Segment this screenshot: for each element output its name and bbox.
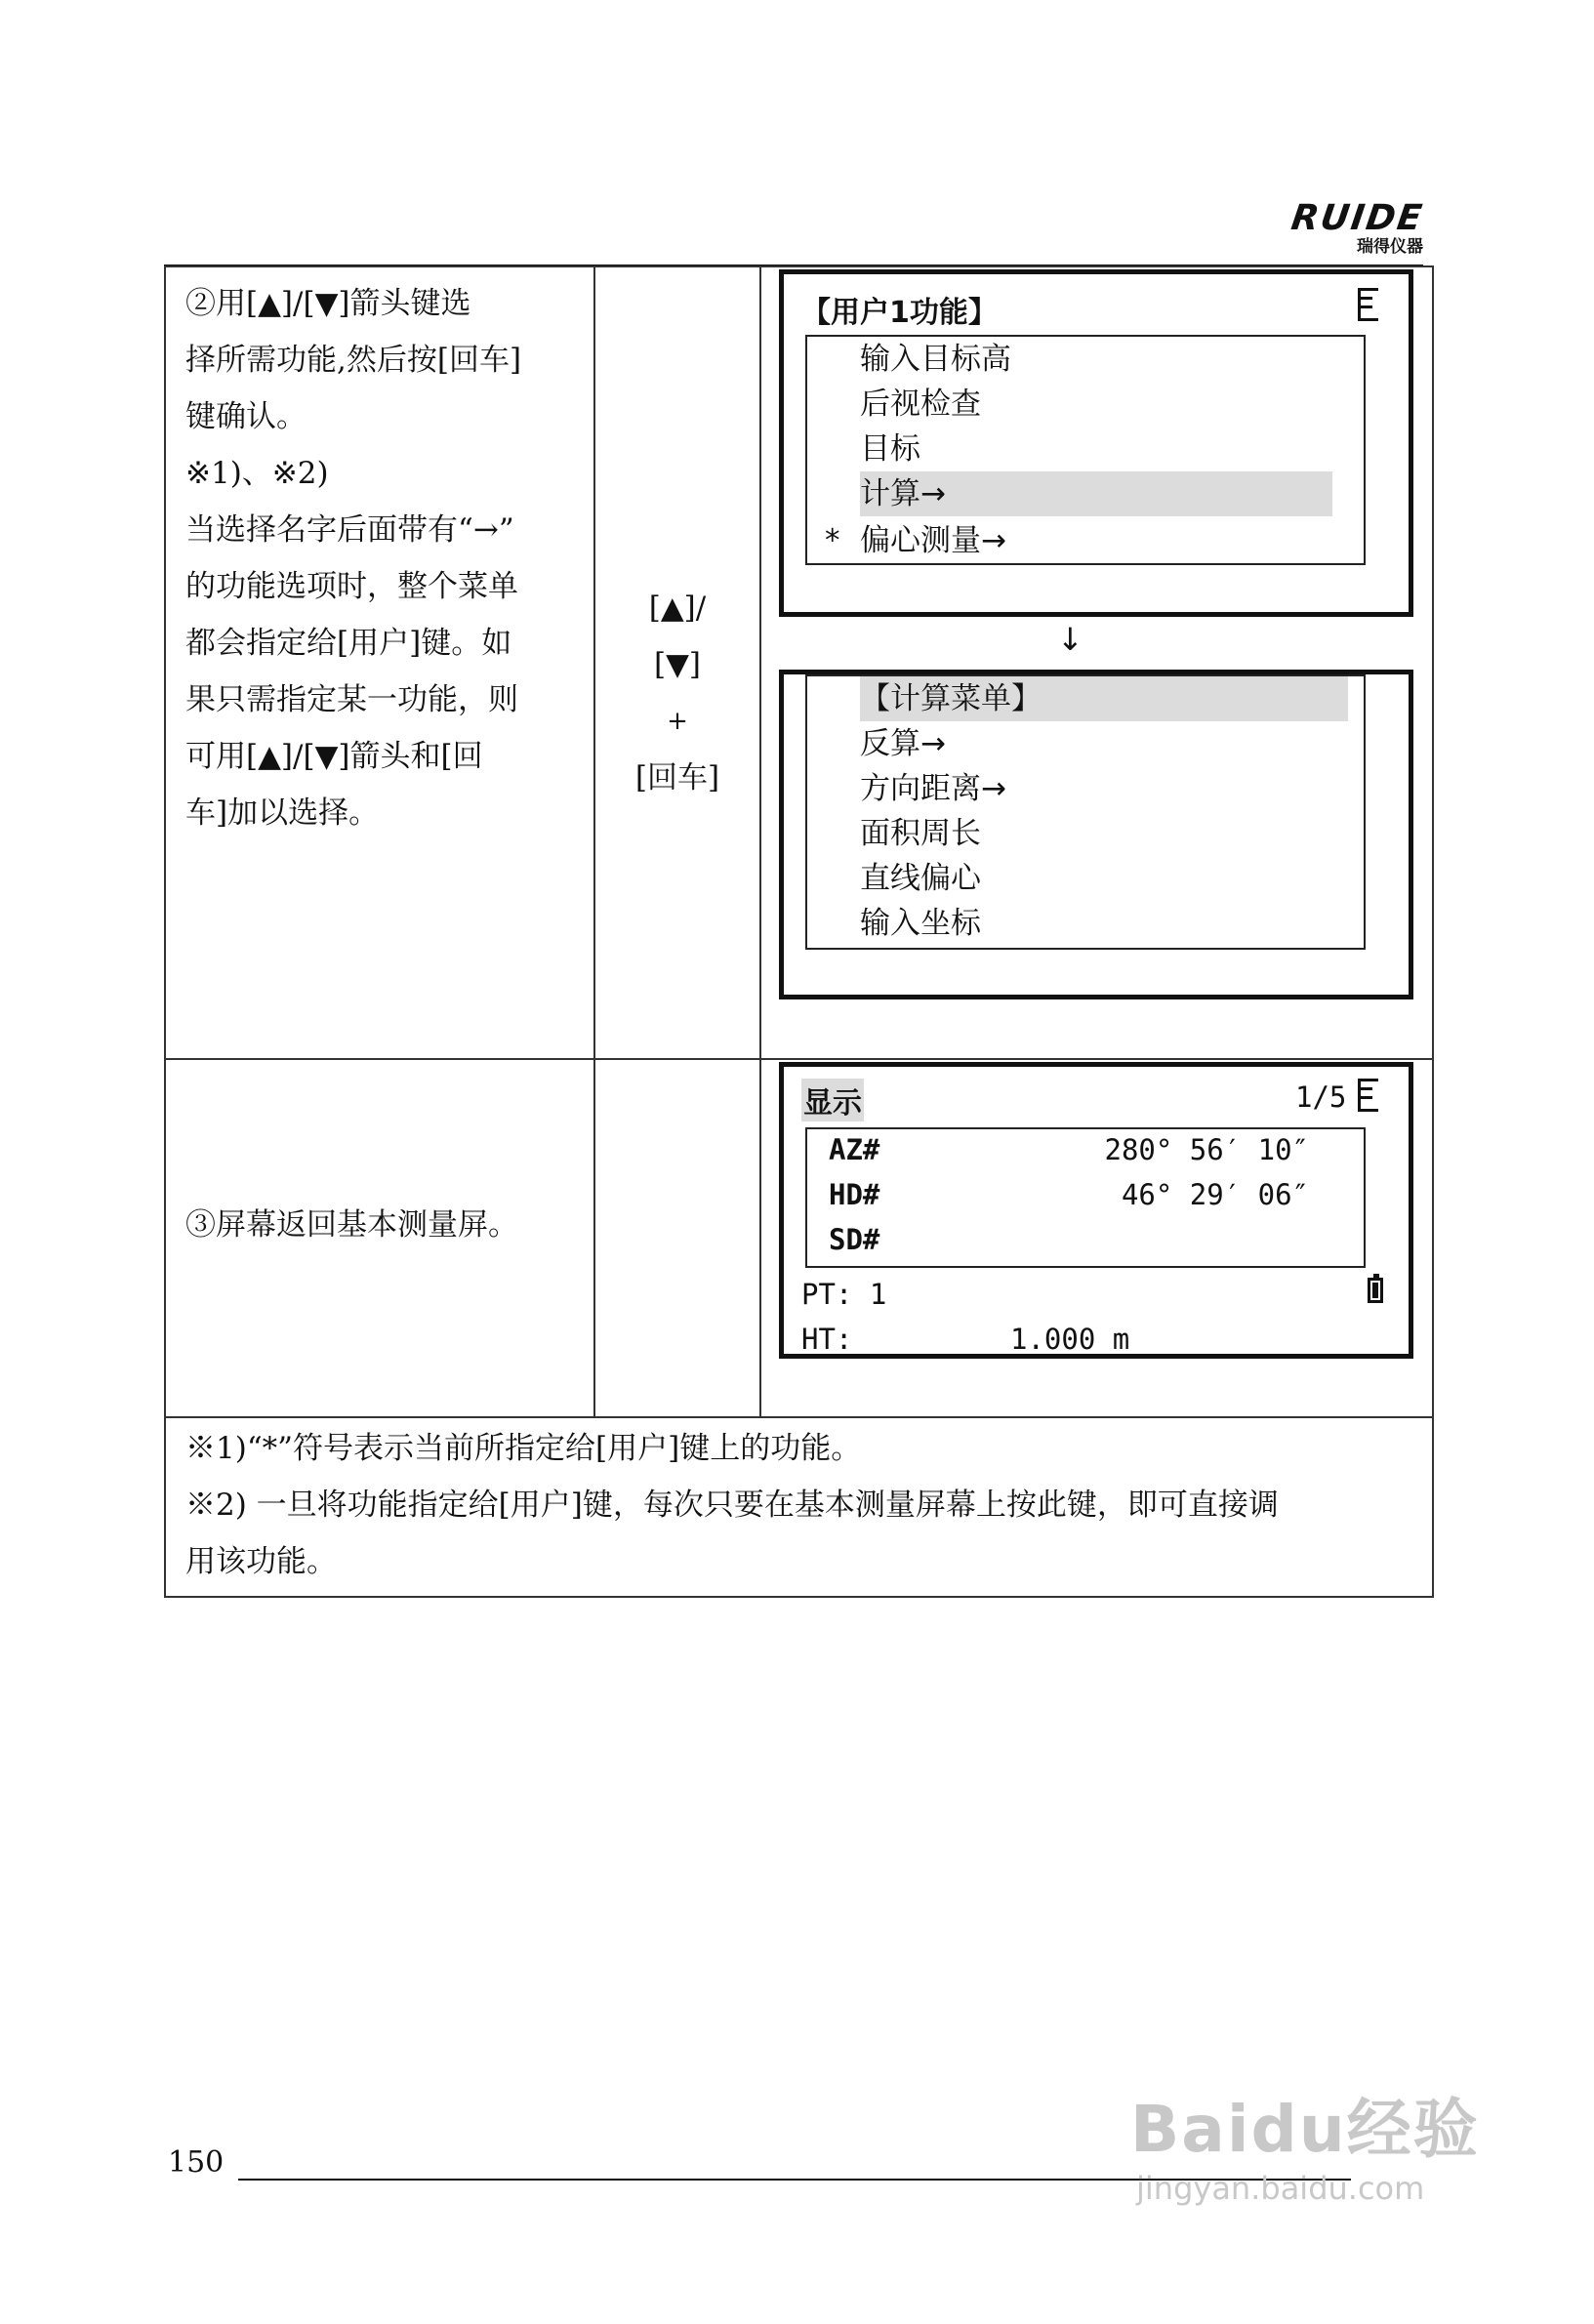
- sd-label: SD#: [829, 1223, 880, 1256]
- notes-row: [165, 1417, 1433, 1597]
- step-3-display: [760, 1059, 1433, 1417]
- screen-title: 显示: [801, 1079, 864, 1121]
- step-2-display: [760, 266, 1433, 1059]
- menu-item[interactable]: 面积周长: [860, 816, 981, 851]
- ht-label: HT:: [801, 1323, 853, 1356]
- desc-line: 车]加以选择。: [185, 795, 380, 831]
- down-arrow: ↓: [1057, 621, 1083, 658]
- az-value: 280° 56′ 10″: [1104, 1133, 1309, 1166]
- page-indicator: 1/5: [1295, 1080, 1347, 1114]
- brand-logo: [1267, 198, 1426, 257]
- desc-line: 果只需指定某一功能，则: [185, 682, 518, 717]
- note-2: ※2) 一旦将功能指定给[用户]键，每次只要在基本测量屏幕上按此键，即可直接调: [185, 1488, 1279, 1523]
- basic-measure-screen: [779, 1062, 1413, 1359]
- az-label: AZ#: [829, 1133, 880, 1166]
- instruction-table: [164, 265, 1434, 1598]
- desc-line: ②用[▲]/[▼]箭头键选: [185, 286, 471, 321]
- desc-line: ※1)、※2): [185, 456, 329, 491]
- key-up: [▲]/: [648, 591, 707, 626]
- calc-menu-list: [805, 674, 1366, 950]
- hd-value: 46° 29′ 06″: [1121, 1178, 1309, 1211]
- menu-item-selected[interactable]: 计算→: [860, 471, 1332, 516]
- key-enter: [回车]: [634, 760, 720, 795]
- step-2-keys: [594, 266, 760, 1059]
- signal-icon: [1358, 288, 1378, 321]
- notes-cell: [165, 1417, 1433, 1597]
- logo-text: RUIDE: [1288, 198, 1426, 238]
- menu-item[interactable]: 输入坐标: [860, 906, 981, 941]
- key-down: [▼]: [653, 647, 702, 682]
- step-2-row: [165, 266, 1433, 1059]
- step-3-keys: [594, 1059, 760, 1417]
- screen-title: 【用户1功能】: [801, 296, 998, 330]
- hd-label: HD#: [829, 1178, 880, 1211]
- signal-icon: [1358, 1079, 1378, 1112]
- baidu-watermark: [1130, 2077, 1501, 2207]
- page-number: 150: [168, 2145, 225, 2180]
- watermark-main: Baidu经验: [1130, 2092, 1480, 2167]
- menu-item[interactable]: 后视检查: [860, 387, 981, 422]
- calc-menu-screen: [779, 670, 1413, 999]
- battery-icon: [1368, 1278, 1383, 1303]
- function-list: [805, 335, 1366, 565]
- key-plus: +: [667, 707, 688, 736]
- desc-line: 的功能选项时，整个菜单: [185, 569, 518, 604]
- user1-function-screen: [779, 269, 1413, 617]
- menu-item[interactable]: 直线偏心: [860, 861, 981, 896]
- menu-item[interactable]: 方向距离→: [860, 771, 1006, 806]
- menu-item[interactable]: 反算→: [860, 726, 946, 761]
- menu-item[interactable]: 目标: [860, 431, 920, 467]
- note-2-cont: 用该功能。: [185, 1544, 337, 1579]
- note-1: ※1)“*”符号表示当前所指定给[用户]键上的功能。: [185, 1431, 862, 1466]
- desc-line: 键确认。: [185, 399, 307, 434]
- menu-item[interactable]: 输入目标高: [860, 342, 1011, 377]
- ht-value: 1.000 m: [1010, 1323, 1130, 1356]
- step-3-row: [165, 1059, 1433, 1417]
- measure-values-box: [805, 1127, 1366, 1268]
- assigned-star-marker: *: [825, 523, 840, 558]
- desc-line: 都会指定给[用户]键。如: [185, 626, 512, 661]
- desc-line: 择所需功能,然后按[回车]: [185, 343, 522, 378]
- menu-item[interactable]: 偏心测量→: [860, 523, 1006, 558]
- desc-line: ③屏幕返回基本测量屏。: [185, 1207, 518, 1243]
- watermark-url: jingyan.baidu.com: [1136, 2170, 1425, 2207]
- desc-line: 当选择名字后面带有“→”: [185, 512, 514, 548]
- step-3-description: [165, 1059, 594, 1417]
- menu-header-selected[interactable]: 【计算菜单】: [860, 676, 1348, 721]
- step-2-description: [165, 266, 594, 1059]
- desc-line: 可用[▲]/[▼]箭头和[回: [185, 739, 483, 774]
- pt-readout: PT: 1: [801, 1278, 887, 1311]
- logo-subtitle: 瑞得仪器: [1357, 237, 1423, 257]
